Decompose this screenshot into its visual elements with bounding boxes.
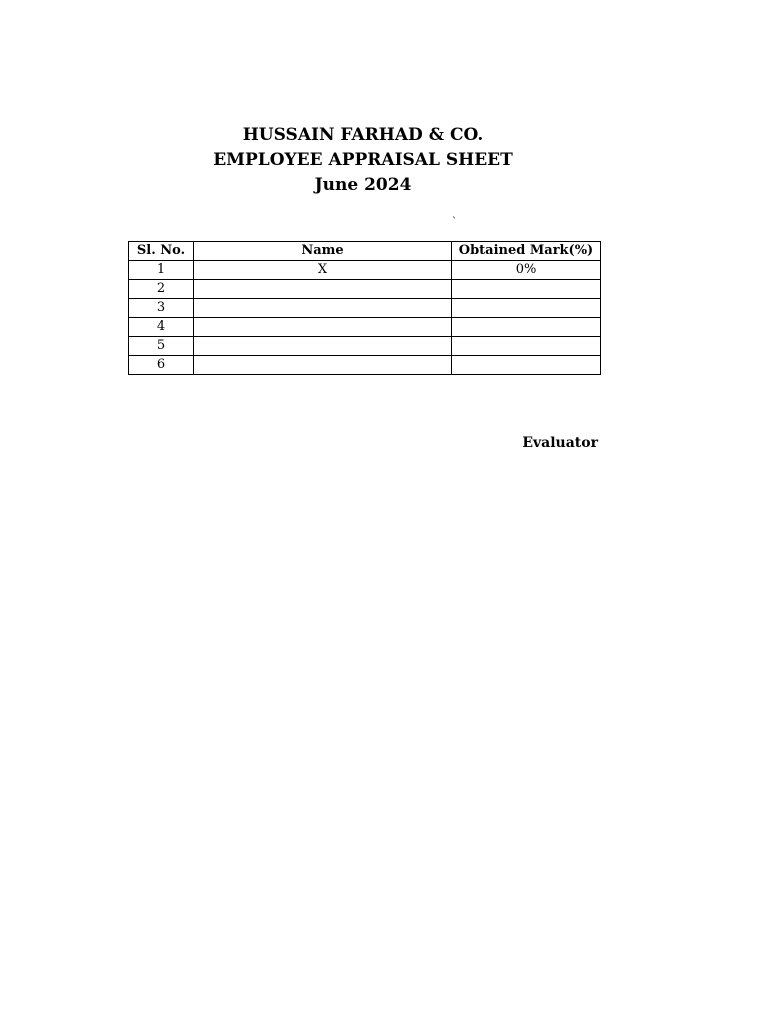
serial-cell: 5 xyxy=(129,337,194,356)
sheet-title: EMPLOYEE APPRAISAL SHEET xyxy=(213,150,513,170)
table-row xyxy=(129,356,601,375)
table-row xyxy=(129,318,601,337)
sheet-period: June 2024 xyxy=(314,175,412,195)
serial-cell: 6 xyxy=(129,356,194,375)
serial-cell: 4 xyxy=(129,318,194,337)
name-cell xyxy=(194,299,452,318)
mark-cell: 0% xyxy=(452,261,601,280)
column-header-name: Name xyxy=(194,242,452,261)
appraisal-table xyxy=(128,241,601,375)
mark-cell xyxy=(452,318,601,337)
column-header-mark: Obtained Mark(%) xyxy=(452,242,601,261)
name-cell xyxy=(194,280,452,299)
serial-cell: 2 xyxy=(129,280,194,299)
table-row xyxy=(129,299,601,318)
table-row xyxy=(129,261,601,280)
name-cell xyxy=(194,356,452,375)
evaluator-label: Evaluator xyxy=(522,435,598,451)
stray-mark: ` xyxy=(452,217,457,228)
serial-cell: 1 xyxy=(129,261,194,280)
mark-cell xyxy=(452,337,601,356)
name-cell: X xyxy=(194,261,452,280)
mark-cell xyxy=(452,280,601,299)
table-header-row xyxy=(129,242,601,261)
mark-cell xyxy=(452,299,601,318)
serial-cell: 3 xyxy=(129,299,194,318)
name-cell xyxy=(194,318,452,337)
table-row xyxy=(129,280,601,299)
table-row xyxy=(129,337,601,356)
company-name: HUSSAIN FARHAD & CO. xyxy=(242,125,484,145)
name-cell xyxy=(194,337,452,356)
mark-cell xyxy=(452,356,601,375)
column-header-serial: Sl. No. xyxy=(129,242,194,261)
